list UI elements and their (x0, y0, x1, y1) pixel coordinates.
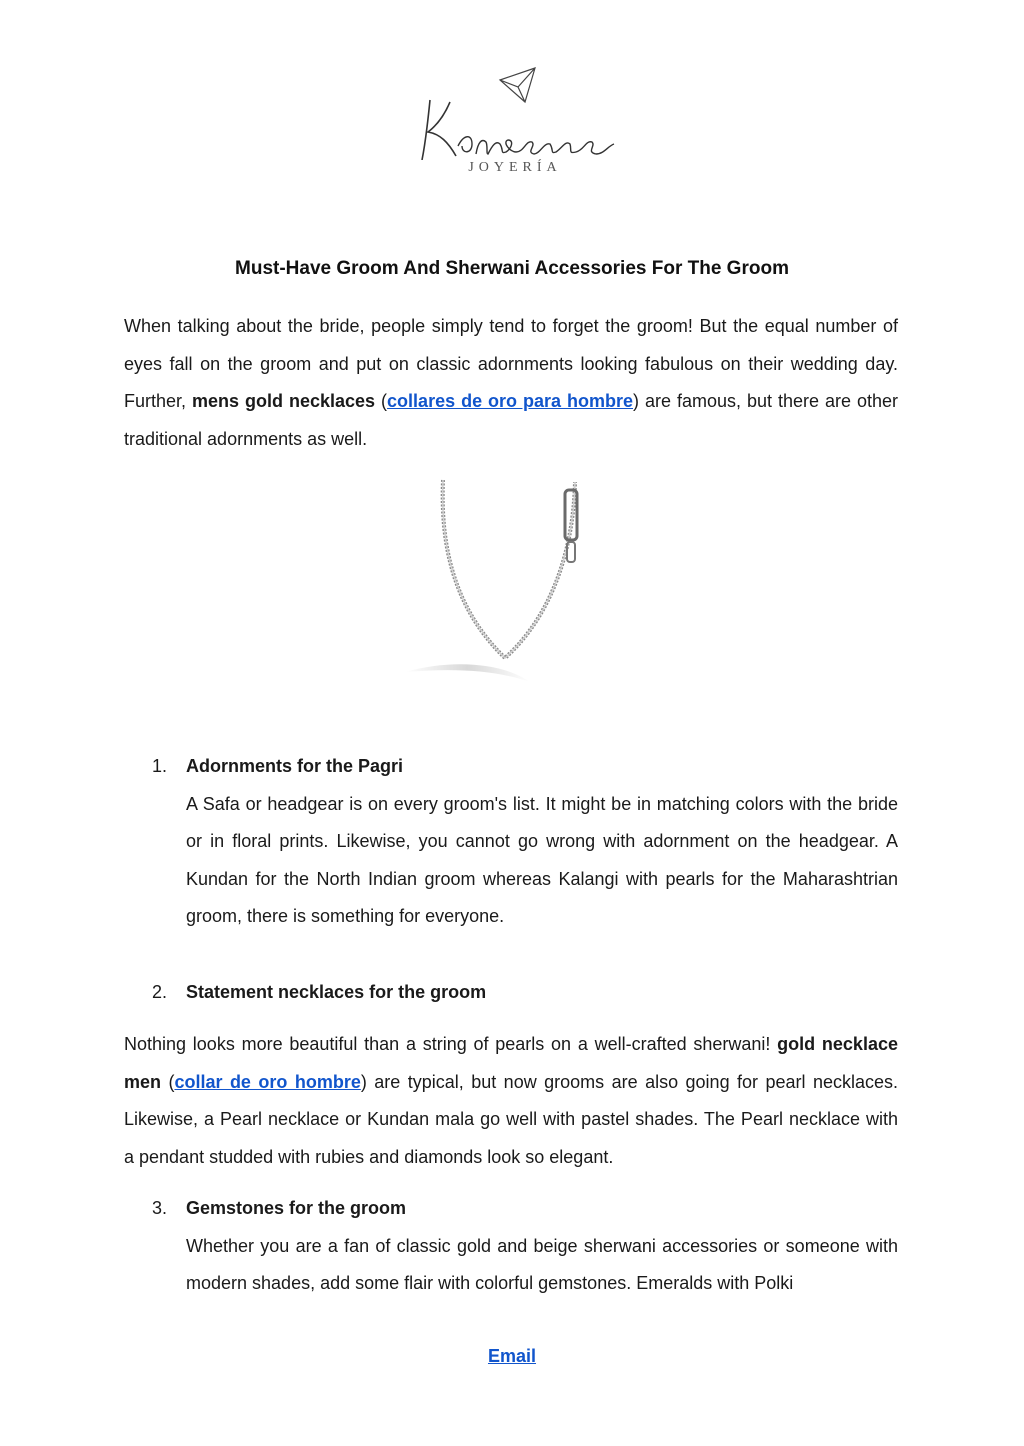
list-item-number: 3. (152, 1198, 168, 1218)
para2-text: Nothing looks more beautiful than a string of pearls on a well-crafted sherwani! (124, 1034, 778, 1054)
email-link[interactable]: Email (487, 1346, 537, 1366)
list-item-number: 1. (152, 756, 168, 776)
necklace-image (395, 472, 595, 692)
para2-link[interactable]: collar de oro hombre (174, 1071, 361, 1092)
para2-bold-keyword: gold necklace men (124, 1034, 898, 1092)
silver-chain-necklace-icon (395, 472, 595, 692)
list-item-body: Whether you are a fan of classic gold and beige sherwani accessories or someone with modern shades, add some flair with colorful gemstones. Emeralds with Polki (186, 1235, 898, 1294)
para2-paren: ( (161, 1071, 175, 1092)
footer (0, 1346, 1024, 1367)
list-item-heading: Gemstones for the groom (186, 1198, 407, 1218)
intro-link[interactable]: collares de oro para hombre (387, 391, 634, 412)
intro-bold-keyword: mens gold necklaces (192, 391, 376, 412)
document-title: Must-Have Groom And Sherwani Accessories For The Groom (235, 258, 789, 279)
para2-text-end: ) are typical, but now grooms are also going for pearl necklaces. Likewise, a Pearl necklace or Kundan mala go well with pastel shades. The Pearl necklace with a pendant studded with rubies and diamonds look so elegant. (124, 1071, 898, 1167)
list-item-heading: Statement necklaces for the groom (186, 982, 487, 1002)
statement-necklace-paragraph (124, 1026, 898, 1176)
intro-paren: ( (375, 391, 388, 412)
list-item-heading: Adornments for the Pagri (186, 756, 404, 776)
intro-paragraph (124, 308, 898, 458)
logo-subtitle: JOYERÍA (468, 160, 562, 175)
list-item-body: A Safa or headgear is on every groom's list. It might be in matching colors with the bride or in floral prints. Likewise, you cannot go wrong with adornment on the headgear. A Kundan for the North Indian groom whereas Kalangi with pearls for the Maharashtrian groom, there is something for everyone. (186, 793, 898, 927)
list-item-number: 2. (152, 982, 168, 1002)
brand-logo (400, 60, 630, 190)
logo-mark-icon (400, 60, 630, 160)
intro-text-end: ) are famous, but there are other traditional adornments as well. (124, 391, 899, 449)
intro-text: When talking about the bride, people simply tend to forget the groom! But the equal number of eyes fall on the groom and put on classic adornments looking fabulous on their wedding day. Further, (124, 316, 898, 412)
